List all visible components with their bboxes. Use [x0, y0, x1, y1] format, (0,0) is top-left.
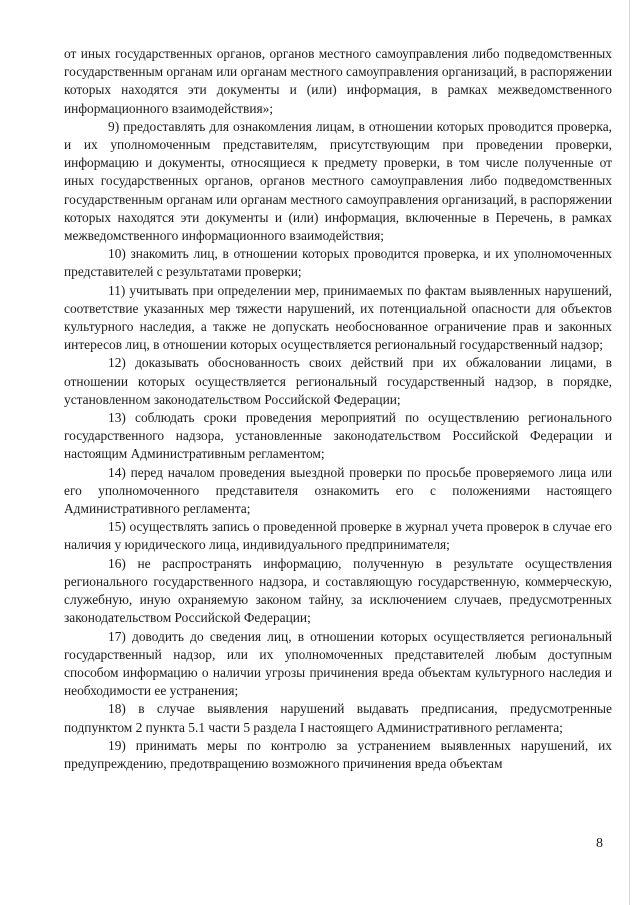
paragraph-item-10: 10) знакомить лиц, в отношении которых проводится проверка, и их уполномоченных представителей с результатами проверки;: [64, 246, 612, 280]
page-number: 8: [596, 836, 603, 851]
paragraph-continuation: от иных государственных органов, органов местного самоуправления либо подведомственных государственным органам или органам местного самоуправления организаций, в распоряжении которых находятся эти документы и (или) информация, в рамках межведомственного информационного взаимодействия»;: [64, 46, 612, 116]
paragraph-item-13: 13) соблюдать сроки проведения мероприятий по осуществлению регионального государственного надзора, установленные законодательством Российской Федерации и настоящим Административным регламентом;: [64, 410, 612, 462]
paragraph-item-17: 17) доводить до сведения лиц, в отношении которых осуществляется региональный государственный надзор, или их уполномоченных представителей любым доступным способом информацию о наличии угрозы причинения вреда объектам культурного наследия и необходимости ее устранения;: [64, 628, 612, 699]
paragraph-item-16: 16) не распространять информацию, полученную в результате осуществления регионального государственного надзора, и составляющую государственную, коммерческую, служебную, иную охраняемую законом тайну, за исключением случаев, предусмотренных законодательством Российской Федерации;: [64, 555, 612, 626]
paragraph-item-18: 18) в случае выявления нарушений выдавать предписания, предусмотренные подпунктом 2 пункта 5.1 части 5 раздела I настоящего Административного регламента;: [64, 701, 612, 735]
paragraph-item-19: 19) принимать меры по контролю за устранением выявленных нарушений, их предупреждению, предотвращению возможного причинения вреда объектам: [64, 737, 612, 771]
paragraph-item-14: 14) перед началом проведения выездной проверки по просьбе проверяемого лица или его уполномоченного представителя ознакомить его с положениями настоящего Административного регламента;: [64, 464, 612, 517]
paragraph-item-12: 12) доказывать обоснованность своих действий при их обжаловании лицами, в отношении которых осуществляется региональный государственный надзор, в порядке, установленном законодательством Российской Федерации;: [64, 355, 612, 407]
paragraph-item-11: 11) учитывать при определении мер, принимаемых по фактам выявленных нарушений, соответствие указанных мер тяжести нарушений, их потенциальной опасности для объектов культурного наследия, а также не допускать необоснованное ограничение прав и законных интересов лиц, в отношении которых осуществляется региональный государственный надзор;: [64, 282, 612, 353]
page-edge-divider: [629, 0, 630, 905]
document-body: [64, 45, 612, 773]
paragraph-item-15: 15) осуществлять запись о проведенной проверке в журнал учета проверок в случае его наличия у юридического лица, индивидуального предпринимателя;: [64, 519, 612, 553]
paragraph-item-9: 9) предоставлять для ознакомления лицам, в отношении которых проводится проверка, и их уполномоченным представителям, присутствующим при проведении проверки, информацию и документы, относящиеся к предмету проверки, в том числе полученные от иных государственных органов, органов местного самоуправления либо подведомственных государственным органам или органам местного самоуправления организаций, в распоряжении которых находятся эти документы и (или) информация, включенные в Перечень, в рамках межведомственного информационного взаимодействия;: [64, 118, 612, 244]
